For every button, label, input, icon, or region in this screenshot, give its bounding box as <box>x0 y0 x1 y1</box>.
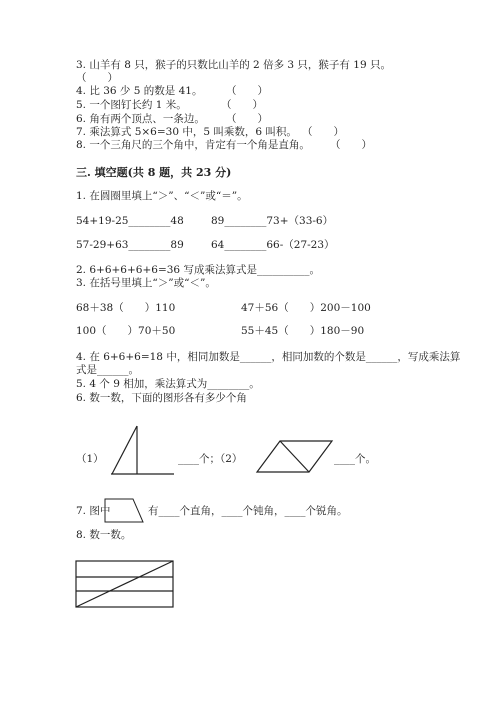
figure-blank-1[interactable]: ____个；（2） <box>178 453 243 465</box>
fill-question-4-cont[interactable]: 式是______。 <box>76 364 139 376</box>
compare-expression[interactable]: 89________73+（33-6） <box>211 215 334 227</box>
fill-question-5[interactable]: 5. 4 个 9 相加，乘法算式为________。 <box>76 378 260 390</box>
judge-item-7-paren[interactable]: （ ） <box>302 126 344 138</box>
judge-item-5: 5. 一个图钉长约 1 米。 <box>76 99 187 111</box>
triangle-figure <box>108 425 178 477</box>
compare-expression[interactable]: 68＋38（ ）110 <box>76 302 176 314</box>
parallelogram-figure <box>256 440 334 474</box>
figure-blank-2[interactable]: ____个。 <box>334 453 376 465</box>
compare-expression[interactable]: 47＋56（ ）200－100 <box>241 302 371 314</box>
fill-question-1: 1. 在圆圈里填上“＞”、“＜”或“＝”。 <box>76 190 248 202</box>
trapezoid-figure <box>102 498 146 524</box>
fill-question-7: 7. 图中 <box>76 505 111 517</box>
compare-expression[interactable]: 55＋45（ ）180－90 <box>241 325 365 337</box>
compare-expression[interactable]: 54+19-25________48 <box>76 215 184 227</box>
judge-item-5-paren[interactable]: （ ） <box>221 99 263 111</box>
compare-expression[interactable]: 57-29+63________89 <box>76 239 184 251</box>
rectangle-lines-figure <box>74 560 176 610</box>
compare-expression[interactable]: 64________66-（27-23） <box>211 239 335 251</box>
judge-item-7: 7. 乘法算式 5×6=30 中，5 叫乘数，6 叫积。 <box>76 126 297 138</box>
judge-item-6: 6. 角有两个顶点、一条边。 <box>76 113 205 125</box>
compare-expression[interactable]: 100（ ）70＋50 <box>76 325 176 337</box>
fill-question-2[interactable]: 2. 6+6+6+6+6=36 写成乘法算式是__________。 <box>76 264 320 276</box>
fill-question-7-text[interactable]: 有____个直角，____个钝角，____个锐角。 <box>148 505 348 517</box>
figure-label-1: （1） <box>76 453 104 465</box>
fill-question-3: 3. 在括号里填上“＞”或“＜”。 <box>76 277 216 289</box>
section-title: 三. 填空题(共 8 题，共 23 分) <box>76 166 232 179</box>
fill-question-4[interactable]: 4. 在 6+6+6=18 中，相同加数是______，相同加数的个数是______，写成乘法算 <box>76 351 461 363</box>
fill-question-6: 6. 数一数，下面的图形各有多少个角 <box>76 392 247 404</box>
judge-item-3: 3. 山羊有 8 只，猴子的只数比山羊的 2 倍多 3 只，猴子有 19 只。 <box>76 59 391 71</box>
judge-item-4: 4. 比 36 少 5 的数是 41。 <box>76 85 203 97</box>
judge-item-6-paren[interactable]: （ ） <box>226 113 268 125</box>
judge-item-8: 8. 一个三角尺的三个角中，肯定有一个角是直角。 <box>76 139 310 151</box>
judge-item-3-paren[interactable]: （ ） <box>76 72 118 84</box>
judge-item-8-paren[interactable]: （ ） <box>330 139 372 151</box>
fill-question-8: 8. 数一数。 <box>76 529 132 541</box>
judge-item-4-paren[interactable]: （ ） <box>226 85 268 97</box>
